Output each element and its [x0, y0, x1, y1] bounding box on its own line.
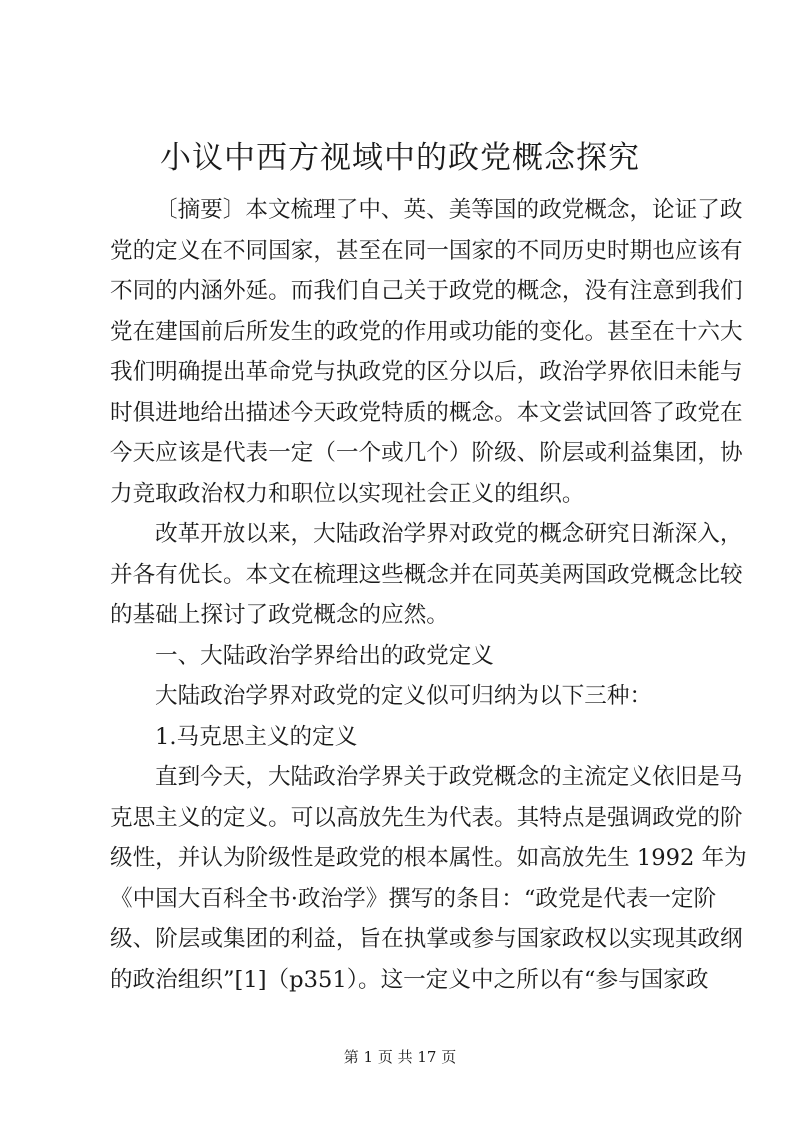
- text-line: 〔摘要〕本文梳理了中、英、美等国的政党概念，论证了政: [155, 197, 743, 223]
- text-line: 党在建国前后所发生的政党的作用或功能的变化。甚至在十六大: [110, 318, 743, 345]
- text-line: 级、阶层或集团的利益，旨在执掌或参与国家政权以实现其政纲: [110, 926, 743, 952]
- text-line: 直到今天，大陆政治学界关于政党概念的主流定义依旧是马: [155, 764, 743, 790]
- text-line: 并各有优长。本文在梳理这些概念并在同英美两国政党概念比较: [110, 561, 743, 588]
- text-line: 力竞取政治权力和职位以实现社会正义的组织。: [110, 480, 585, 507]
- text-line: 《中国大百科全书·政治学》撰写的条目：“政党是代表一定阶: [110, 885, 717, 912]
- text-line: 一、大陆政治学界给出的政党定义: [155, 642, 494, 669]
- text-line: 大陆政治学界对政党的定义似可归纳为以下三种：: [155, 683, 653, 709]
- page-footer: 第 1 页 共 17 页: [343, 1048, 457, 1066]
- text-line: 的政治组织”[1]（p351）。这一定义中之所以有“参与国家政: [110, 966, 709, 993]
- text-line: 党的定义在不同国家，甚至在同一国家的不同历史时期也应该有: [110, 237, 743, 264]
- text-line: 克思主义的定义。可以高放先生为代表。其特点是强调政党的阶: [110, 804, 743, 831]
- text-line: 我们明确提出革命党与执政党的区分以后，政治学界依旧未能与: [110, 359, 743, 385]
- text-line: 时俱进地给出描述今天政党特质的概念。本文尝试回答了政党在: [110, 399, 743, 426]
- document-title: 小议中西方视域中的政党概念探究: [160, 140, 640, 176]
- text-line: 改革开放以来，大陆政治学界对政党的概念研究日渐深入，: [155, 521, 743, 547]
- text-line: 今天应该是代表一定（一个或几个）阶级、阶层或利益集团，协: [110, 440, 743, 466]
- text-line: 1.马克思主义的定义: [155, 723, 358, 750]
- text-line: 级性，并认为阶级性是政党的根本属性。如高放先生 1992 年为: [110, 845, 747, 871]
- document-body: [110, 190, 747, 1000]
- text-line: 不同的内涵外延。而我们自己关于政党的概念，没有注意到我们: [110, 278, 743, 304]
- text-line: 的基础上探讨了政党概念的应然。: [110, 602, 449, 628]
